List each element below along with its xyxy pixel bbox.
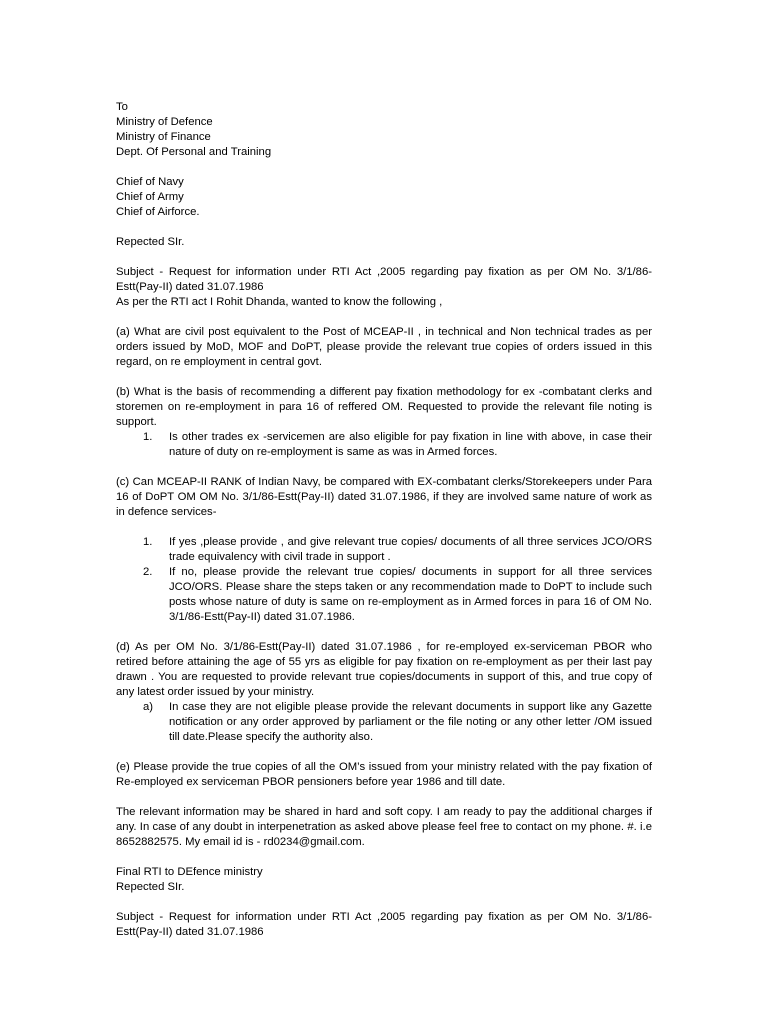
list-d <box>116 700 652 745</box>
recipient-line: Dept. Of Personal and Training <box>116 146 272 158</box>
subject-line: Subject - Request for information under RTI Act ,2005 regarding pay fixation as per OM No. 3/1/86-Estt(Pay-II) dated 31.07.1986 <box>116 266 652 293</box>
intro-paragraph: As per the RTI act I Rohit Dhanda, wanted to know the following , <box>116 296 443 308</box>
list-item <box>116 430 652 460</box>
list-item <box>116 700 652 745</box>
list-number: 1. <box>143 431 153 443</box>
list-item <box>116 535 652 565</box>
salutation: Repected SIr. <box>116 236 185 248</box>
final-heading: Final RTI to DEfence ministry <box>116 866 263 878</box>
letter-page <box>116 100 652 940</box>
chief-line: Chief of Airforce. <box>116 206 200 218</box>
paragraph-b: (b) What is the basis of recommending a different pay fixation methodology for ex -combatant clerks and storemen on re-employment in para 16 of reffered OM. Requested to provide the relevant file noting is support. <box>116 386 652 428</box>
list-text: Is other trades ex -servicemen are also eligible for pay fixation in line with above, in case their nature of duty on re-employment is same as was in Armed forces. <box>169 431 652 458</box>
list-c <box>116 535 652 625</box>
paragraph-a: (a) What are civil post equivalent to the Post of MCEAP-II , in technical and Non technical trades as per orders issued by MoD, MOF and DoPT, please provide the relevant true copies of orders issued in this regard, on re employment in central govt. <box>116 326 652 368</box>
list-text: In case they are not eligible please provide the relevant documents in support like any Gazette notification or any order approved by parliament or the file noting or any other letter /OM issued till date.Please specify the authority also. <box>169 701 652 743</box>
list-text: If yes ,please provide , and give relevant true copies/ documents of all three services JCO/ORS trade equivalency with civil trade in support . <box>169 536 652 563</box>
list-number: a) <box>143 701 154 713</box>
recipient-line: Ministry of Finance <box>116 131 211 143</box>
paragraph-d: (d) As per OM No. 3/1/86-Estt(Pay-II) dated 31.07.1986 , for re-employed ex-serviceman PBOR who retired before attaining the age of 55 yrs as eligible for pay fixation on re-employment as per their last pay drawn . You are requested to provide relevant true copies/documents in support of this, and true copy of any latest order issued by your ministry. <box>116 641 652 698</box>
recipient-line: Ministry of Defence <box>116 116 213 128</box>
list-number: 2. <box>143 566 153 578</box>
list-b <box>116 430 652 460</box>
paragraph-c: (c) Can MCEAP-II RANK of Indian Navy, be compared with EX-combatant clerks/Storekeepers under Para 16 of DoPT OM OM No. 3/1/86-Estt(Pay-II) dated 31.07.1986, if they are involved same nature of work as in defence services- <box>116 476 652 518</box>
paragraph-e: (e) Please provide the true copies of all the OM’s issued from your ministry related with the pay fixation of Re-employed ex serviceman PBOR pensioners before year 1986 and till date. <box>116 761 652 788</box>
list-text: If no, please provide the relevant true copies/ documents in support for all three services JCO/ORS. Please share the steps taken or any recommendation made to DoPT to include such posts whose nature of duty is same on re-employment as in Armed forces in para 16 of OM No. 3/1/86-Estt(Pay-II) dated 31.07.1986. <box>169 566 652 623</box>
final-subject-line: Subject - Request for information under RTI Act ,2005 regarding pay fixation as per OM No. 3/1/86-Estt(Pay-II) dated 31.07.1986 <box>116 911 652 938</box>
final-salutation: Repected SIr. <box>116 881 185 893</box>
chief-line: Chief of Army <box>116 191 184 203</box>
closing-paragraph: The relevant information may be shared in hard and soft copy. I am ready to pay the additional charges if any. In case of any doubt in interpenetration as asked above please feel free to contact on my phone. #. i.e 8652882575. My email id is - rd0234@gmail.com. <box>116 806 652 848</box>
chief-line: Chief of Navy <box>116 176 184 188</box>
list-item <box>116 565 652 625</box>
list-number: 1. <box>143 536 153 548</box>
to-line: To <box>116 101 128 113</box>
